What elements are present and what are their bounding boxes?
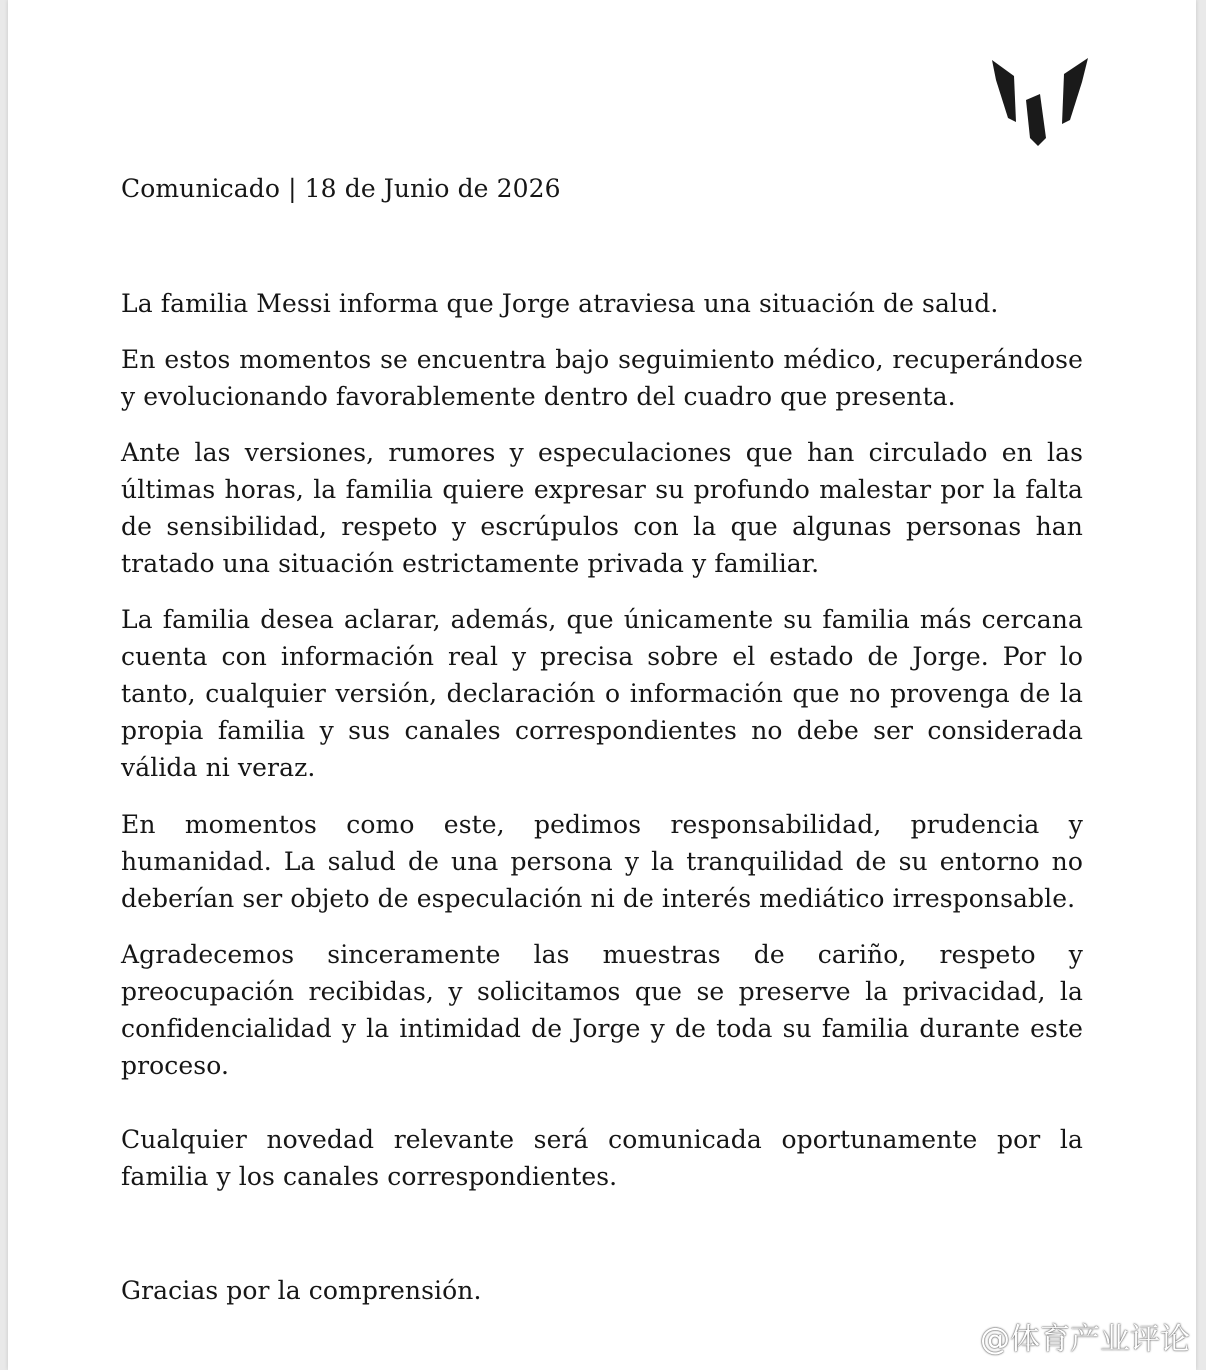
paragraph-2: En estos momentos se encuentra bajo seguimiento médico, recuperándose y evolucionando favorablemente dentro del cuadro que presenta. (121, 345, 1083, 411)
paragraph-4: La familia desea aclarar, además, que únicamente su familia más cercana cuenta con información real y precisa sobre el estado de Jorge. Por lo tanto, cualquier versión, declaración o información que no provenga de la propia familia y sus canales correspondientes no debe ser considerada válida ni veraz. (121, 605, 1083, 782)
document-page (8, 0, 1196, 1370)
paragraph-7: Cualquier novedad relevante será comunicada oportunamente por la familia y los canales correspondientes. (121, 1125, 1083, 1191)
paragraph-1: La familia Messi informa que Jorge atraviesa una situación de salud. (121, 289, 999, 318)
document-header: Comunicado | 18 de Junio de 2026 (121, 174, 561, 203)
paragraph-6: Agradecemos sinceramente las muestras de cariño, respeto y preocupación recibidas, y solicitamos que se preserve la privacidad, la confidencialidad y la intimidad de Jorge y de toda su familia durante este proceso. (121, 940, 1083, 1080)
closing-line: Gracias por la comprensión. (121, 1276, 482, 1305)
paragraph-3: Ante las versiones, rumores y especulaciones que han circulado en las últimas horas, la familia quiere expresar su profundo malestar por la falta de sensibilidad, respeto y escrúpulos con la que algunas personas han tratado una situación estrictamente privada y familiar. (121, 438, 1083, 578)
messi-m-logo-icon (986, 56, 1092, 148)
paragraph-5: En momentos como este, pedimos responsabilidad, prudencia y humanidad. La salud de una persona y la tranquilidad de su entorno no deberían ser objeto de especulación ni de interés mediático irresponsable. (121, 810, 1083, 913)
weibo-watermark: @体育产业评论 (980, 1322, 1190, 1357)
